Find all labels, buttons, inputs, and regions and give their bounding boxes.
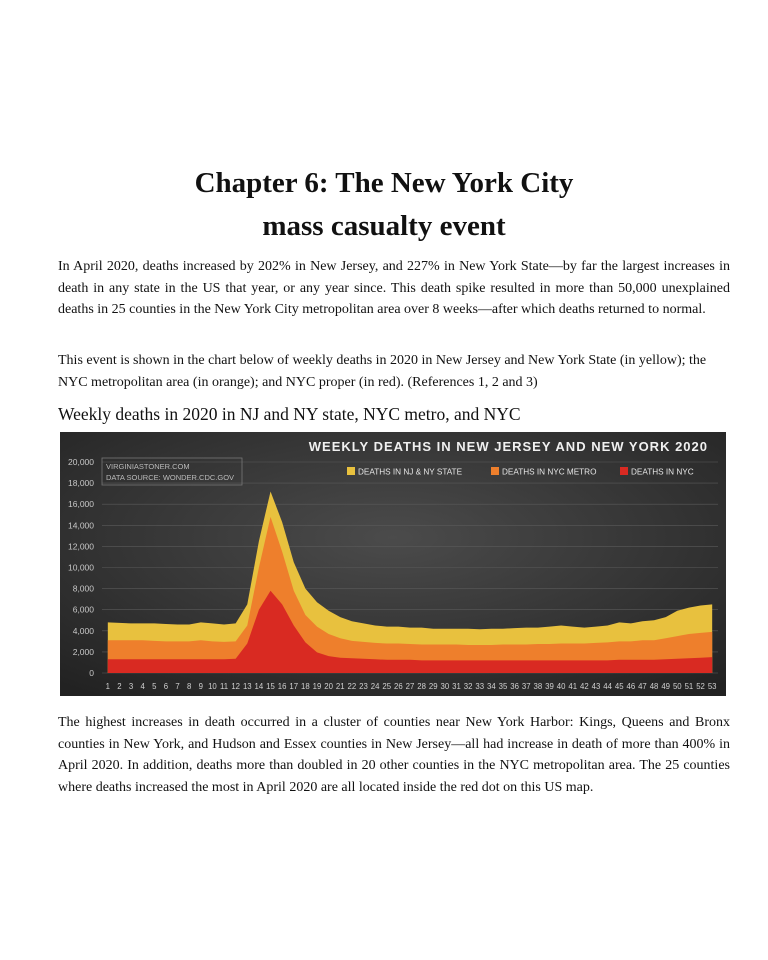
x-tick-label: 37	[521, 682, 531, 691]
x-tick-label: 18	[301, 682, 310, 691]
x-tick-label: 15	[266, 682, 275, 691]
y-tick-label: 18,000	[68, 478, 94, 489]
x-tick-label: 29	[428, 682, 438, 691]
chart-title: WEEKLY DEATHS IN NEW JERSEY AND NEW YORK 2020	[308, 439, 708, 454]
x-tick-label: 50	[672, 682, 682, 691]
x-tick-label: 1	[105, 682, 110, 691]
x-tick-label: 5	[152, 682, 157, 691]
x-tick-label: 48	[649, 682, 659, 691]
x-tick-label: 39	[545, 682, 554, 691]
x-tick-label: 23	[359, 682, 368, 691]
y-tick-label: 0	[89, 668, 94, 678]
x-tick-label: 7	[175, 682, 180, 691]
x-tick-label: 9	[198, 682, 203, 691]
x-tick-label: 28	[417, 682, 426, 691]
legend-label-3: DEATHS IN NYC	[631, 467, 694, 477]
x-tick-label: 17	[289, 682, 299, 691]
chart-legend	[347, 467, 694, 477]
y-tick-label: 14,000	[68, 520, 94, 531]
chapter-title-line-1: Chapter 6: The New York City	[194, 167, 574, 199]
y-tick-label: 10,000	[68, 562, 94, 573]
x-tick-label: 36	[510, 682, 519, 691]
paragraph-chart-description: This event is shown in the chart below of weekly deaths in 2020 in New Jersey and New York State (in yellow); the NYC metropolitan area (in orange); and NYC proper (in red). (References 1, 2 and 3)	[58, 353, 707, 390]
legend-swatch-3	[620, 467, 628, 475]
x-tick-label: 16	[277, 682, 287, 691]
x-tick-label: 34	[487, 682, 496, 691]
x-tick-label: 12	[231, 682, 241, 691]
y-tick-label: 16,000	[68, 499, 94, 510]
chart-heading: Weekly deaths in 2020 in NJ and NY state, NYC metro, and NYC	[58, 404, 521, 424]
weekly-deaths-chart	[60, 432, 726, 696]
x-tick-label: 42	[579, 682, 589, 691]
x-tick-label: 51	[684, 682, 694, 691]
x-tick-label: 52	[696, 682, 705, 691]
watermark-source: DATA SOURCE: WONDER.CDC.GOV	[106, 473, 235, 482]
x-tick-label: 33	[475, 682, 485, 691]
x-tick-label: 45	[614, 682, 624, 691]
y-tick-label: 6,000	[72, 604, 94, 615]
chart-svg	[60, 432, 726, 696]
legend-swatch-2	[491, 467, 499, 475]
x-tick-label: 53	[707, 682, 717, 691]
paragraph-intro: In April 2020, deaths increased by 202% in New Jersey, and 227% in New York State—by far the largest increases in death in any state in the US that year, or any year since. This death spike resulted in more than 50,000 unexplained deaths in 25 counties in the New York City metropolitan area over 8 weeks—after which deaths returned to normal.	[58, 259, 730, 317]
x-tick-label: 25	[382, 682, 392, 691]
x-tick-label: 22	[347, 682, 357, 691]
legend-label-2: DEATHS IN NYC METRO	[502, 467, 597, 477]
chapter-title	[0, 162, 768, 248]
watermark-site: VIRGINIASTONER.COM	[106, 462, 190, 471]
legend-swatch-1	[347, 467, 355, 475]
x-tick-label: 14	[254, 682, 264, 691]
x-tick-label: 40	[556, 682, 566, 691]
x-tick-label: 20	[324, 682, 333, 691]
y-tick-label: 2,000	[72, 646, 94, 657]
x-tick-label: 30	[440, 682, 450, 691]
x-tick-label: 43	[591, 682, 601, 691]
x-tick-label: 41	[568, 682, 578, 691]
x-tick-label: 10	[208, 682, 217, 691]
x-tick-label: 26	[394, 682, 403, 691]
y-tick-label: 4,000	[72, 625, 94, 636]
x-tick-label: 3	[128, 682, 134, 691]
x-tick-label: 31	[452, 682, 461, 691]
chapter-title-line-2: mass casualty event	[262, 210, 506, 242]
x-tick-label: 2	[117, 682, 122, 691]
legend-label-1: DEATHS IN NJ & NY STATE	[358, 467, 463, 477]
x-tick-label: 47	[638, 682, 647, 691]
x-tick-label: 11	[219, 682, 229, 691]
x-tick-label: 38	[533, 682, 543, 691]
x-tick-label: 13	[242, 682, 252, 691]
x-tick-label: 24	[370, 682, 380, 691]
x-tick-label: 44	[603, 682, 612, 691]
x-tick-label: 21	[335, 682, 345, 691]
y-tick-label: 12,000	[68, 541, 94, 552]
y-tick-label: 8,000	[72, 583, 94, 594]
x-tick-label: 27	[405, 682, 415, 691]
x-tick-label: 35	[498, 682, 508, 691]
x-tick-label: 19	[312, 682, 322, 691]
x-tick-label: 46	[626, 682, 636, 691]
paragraph-counties: The highest increases in death occurred in a cluster of counties near New York Harbor: Kings, Queens and Bronx counties in New York, and Hudson and Essex counties in New Jersey—all had increase in death of more than 400% in April 2020. In addition, deaths more than doubled in 20 other counties in the NYC metropolitan area. The 25 counties where deaths increased the most in April 2020 are all located inside the red dot on this US map.	[58, 715, 730, 795]
x-tick-label: 49	[661, 682, 671, 691]
x-tick-label: 6	[163, 682, 169, 691]
x-tick-label: 8	[186, 682, 192, 691]
x-tick-label: 32	[463, 682, 473, 691]
x-tick-label: 4	[140, 682, 145, 691]
y-tick-label: 20,000	[68, 457, 94, 467]
